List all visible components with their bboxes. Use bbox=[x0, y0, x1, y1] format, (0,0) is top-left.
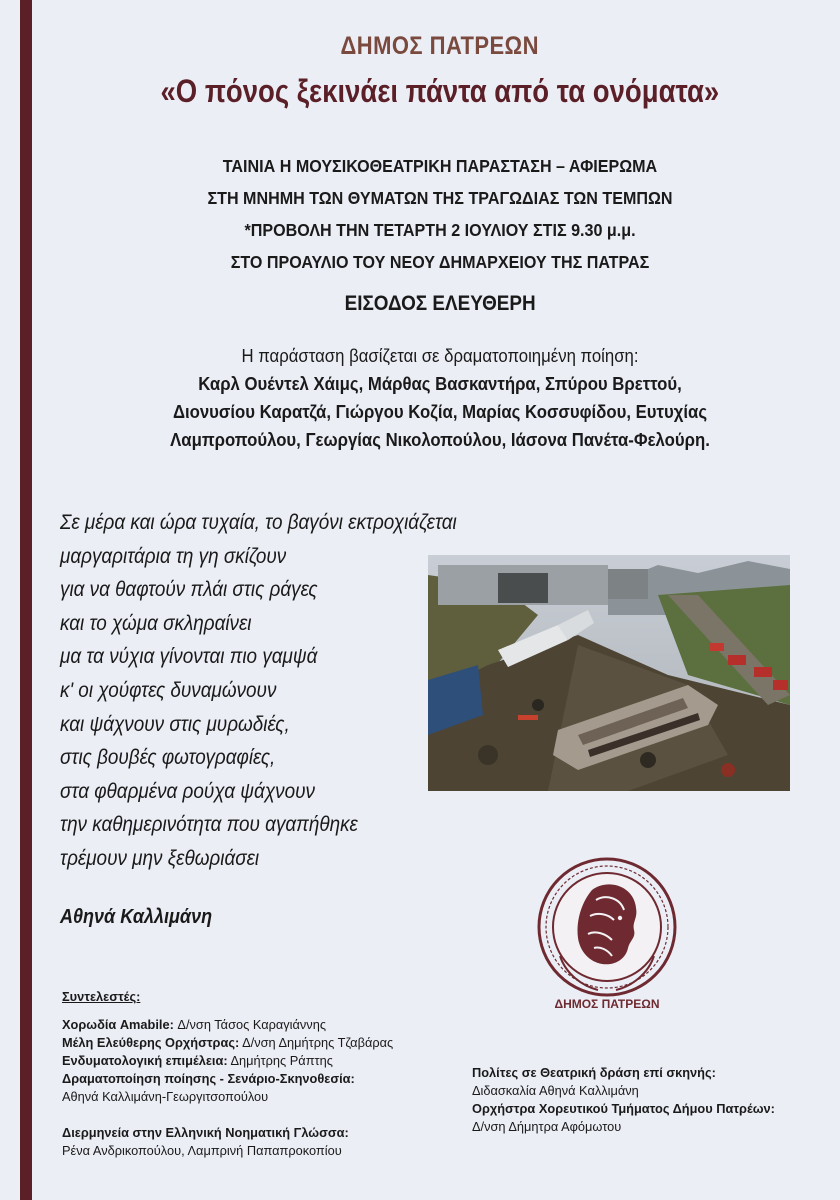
announcement-line: ΣΤΟ ΠΡΟΑΥΛΙΟ ΤΟΥ ΝΕΟΥ ΔΗΜΑΡΧΕΙΟΥ ΤΗΣ ΠΑΤΡΑΣ bbox=[230, 252, 650, 272]
announcement bbox=[40, 150, 840, 278]
credit-value: Δημήτρης Ράπτης bbox=[227, 1053, 333, 1068]
municipality-logo bbox=[536, 856, 678, 1016]
free-entry-label: ΕΙΣΟΔΟΣ ΕΛΕΥΘΕΡΗ bbox=[344, 292, 536, 315]
credit-row bbox=[472, 1118, 832, 1136]
poem-line: Σε μέρα και ώρα τυχαία, το βαγόνι εκτροχιάζεται bbox=[60, 511, 457, 534]
poem-line: για να θαφτούν πλάι στις ράγες bbox=[60, 578, 318, 602]
train-wreck-photo bbox=[428, 555, 790, 791]
credit-row bbox=[62, 1088, 482, 1106]
poem-line: τρέμουν μην ξεθωριάσει bbox=[60, 846, 260, 870]
poem-line: και το χώμα σκληραίνει bbox=[60, 611, 252, 635]
event-title: «Ο πόνος ξεκινάει πάντα από τα ονόματα» bbox=[160, 73, 720, 109]
credit-row bbox=[62, 1016, 482, 1034]
credit-row bbox=[62, 1070, 482, 1088]
poem-line: μαργαριτάρια τη γη σκίζουν bbox=[60, 544, 287, 568]
credit-label: Μέλη Ελεύθερης Ορχήστρας: bbox=[62, 1035, 240, 1050]
credit-value: Αθηνά Καλλιμάνη-Γεωργιτσοπούλου bbox=[62, 1089, 269, 1104]
credit-row bbox=[62, 1142, 482, 1160]
poem-line: μα τα νύχια γίνονται πιο γαμψά bbox=[60, 645, 318, 669]
credits-right bbox=[472, 1064, 832, 1136]
poets-line: Καρλ Ουέντελ Χάιμς, Μάρθας Βασκαντήρα, Σπύρου Βρεττού, bbox=[198, 374, 682, 394]
org-title: ΔΗΜΟΣ ΠΑΤΡΕΩΝ bbox=[340, 32, 540, 60]
poem-line: κ' οι χούφτες δυναμώνουν bbox=[60, 678, 277, 702]
announcement-line: ΣΤΗ ΜΝΗΜΗ ΤΩΝ ΘΥΜΑΤΩΝ ΤΗΣ ΤΡΑΓΩΔΙΑΣ ΤΩΝ ΤΕΜΠΩΝ bbox=[207, 188, 673, 208]
poem-author: Αθηνά Καλλιμάνη bbox=[60, 906, 213, 928]
credit-value: Δ/νση Τάσος Καραγιάννης bbox=[173, 1017, 326, 1032]
credit-row bbox=[62, 1034, 482, 1052]
header bbox=[40, 32, 840, 110]
credit-label: Ορχήστρα Χορευτικού Τμήματος Δήμου Πατρέων: bbox=[472, 1101, 775, 1116]
credit-label: Διερμηνεία στην Ελληνική Νοηματική Γλώσσα: bbox=[62, 1125, 349, 1140]
credit-row bbox=[472, 1064, 832, 1082]
credit-value: Δ/νση Δημήτρης Τζαβάρας bbox=[239, 1035, 394, 1050]
poetry-intro bbox=[40, 342, 840, 454]
credit-row bbox=[472, 1100, 832, 1118]
free-entry bbox=[40, 292, 840, 316]
poem-line: την καθημερινότητα που αγαπήθηκε bbox=[60, 813, 358, 837]
credit-value: Δ/νση Δήμητρα Αφόμωτου bbox=[472, 1119, 622, 1134]
credit-label: Ενδυματολογική επιμέλεια: bbox=[62, 1053, 228, 1068]
credit-row bbox=[62, 1124, 482, 1142]
credit-row bbox=[62, 1052, 482, 1070]
poets-line: Λαμπροπούλου, Γεωργίας Νικολοπούλου, Ιάσονα Πανέτα-Φελούρη. bbox=[170, 430, 710, 450]
credits-heading: Συντελεστές: bbox=[62, 989, 141, 1004]
credit-value: Ρένα Ανδρικοπούλου, Λαμπρινή Παπαπροκοπίου bbox=[62, 1143, 342, 1158]
credit-label: Δραματοποίηση ποίησης - Σενάριο-Σκηνοθεσία: bbox=[62, 1071, 355, 1086]
poets-line: Διονυσίου Καρατζά, Γιώργου Κοζία, Μαρίας Κοσσυφίδου, Ευτυχίας bbox=[172, 402, 708, 422]
poem-line: στα φθαρμένα ρούχα ψάχνουν bbox=[60, 779, 315, 803]
credit-row bbox=[472, 1082, 832, 1100]
poetry-intro-lead: Η παράσταση βασίζεται σε δραματοποιημένη ποίηση: bbox=[241, 346, 639, 366]
credit-label: Χορωδία Amabile: bbox=[62, 1017, 174, 1032]
credit-value: Διδασκαλία Αθηνά Καλλιμάνη bbox=[472, 1083, 639, 1098]
poem-line: στις βουβές φωτογραφίες, bbox=[60, 746, 276, 770]
logo-text: ΔΗΜΟΣ ΠΑΤΡΕΩΝ bbox=[554, 997, 660, 1011]
credit-label: Πολίτες σε Θεατρική δράση επί σκηνής: bbox=[472, 1065, 716, 1080]
announcement-line: *ΠΡΟΒΟΛΗ ΤΗΝ ΤΕΤΑΡΤΗ 2 ΙΟΥΛΙΟΥ ΣΤΙΣ 9.30 μ.μ. bbox=[244, 220, 636, 240]
credits-left bbox=[62, 988, 482, 1160]
announcement-line: ΤΑΙΝΙΑ Η ΜΟΥΣΙΚΟΘΕΑΤΡΙΚΗ ΠΑΡΑΣΤΑΣΗ – ΑΦΙΕΡΩΜΑ bbox=[222, 156, 658, 176]
poem-line: και ψάχνουν στις μυρωδιές, bbox=[60, 712, 290, 736]
left-accent-bar bbox=[20, 0, 32, 1200]
